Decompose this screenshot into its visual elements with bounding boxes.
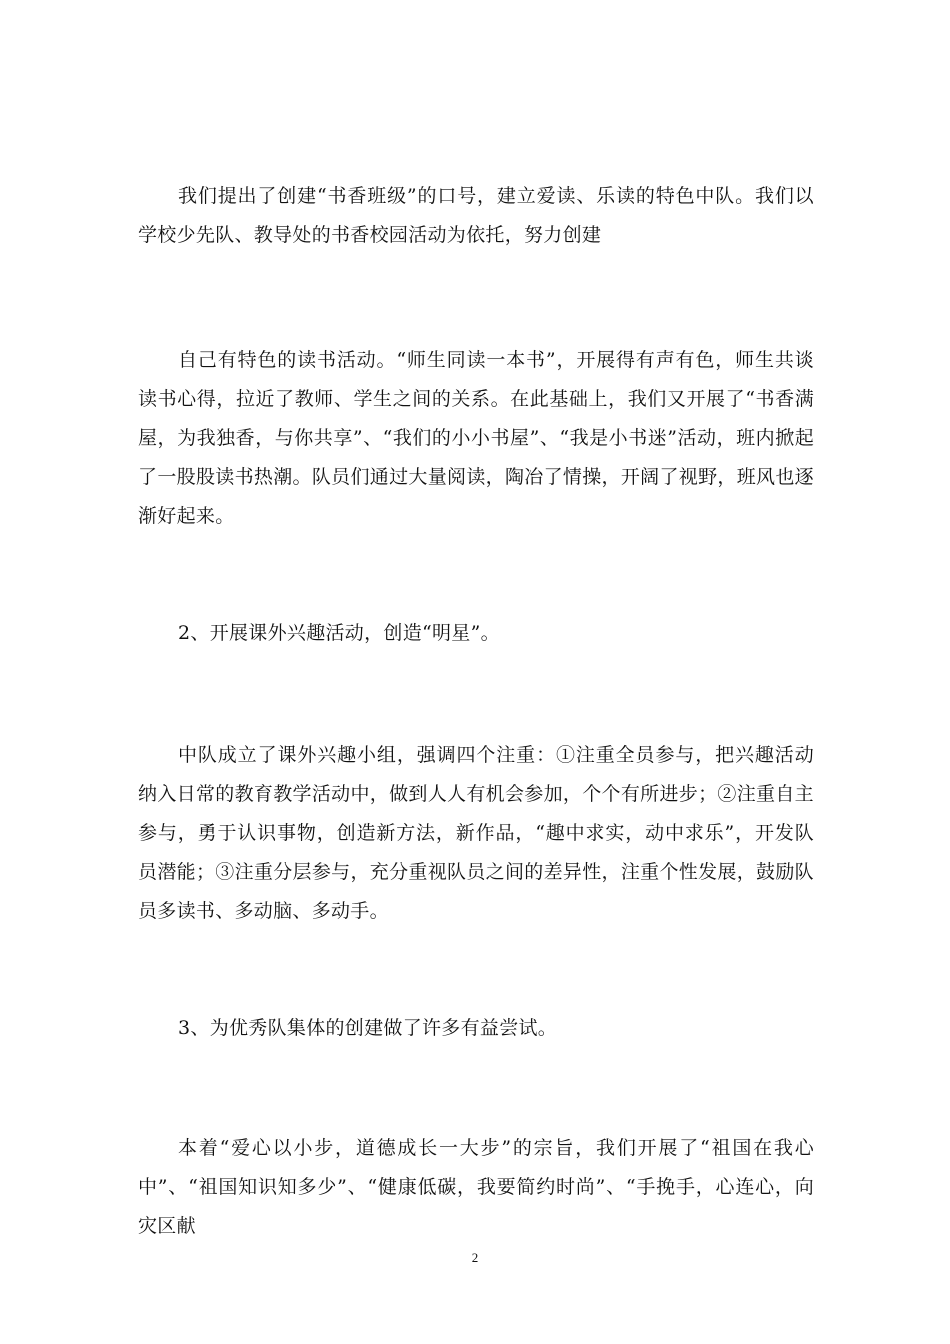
paragraph-interest-groups: 中队成立了课外兴趣小组，强调四个注重：①注重全员参与，把兴趣活动纳入日常的教育教学活动中，做到人人有机会参加，个个有所进步；②注重自主参与，勇于认识事物，创造新方法，新作品，“趣中求实，动中求乐”，开发队员潜能；③注重分层参与，充分重视队员之间的差异性，注重个性发展，鼓励队员多读书、多动脑、多动手。	[138, 744, 814, 922]
page-number: 2	[471, 1250, 479, 1265]
paragraph-reading-activities: 自己有特色的读书活动。“师生同读一本书”，开展得有声有色，师生共谈读书心得，拉近了教师、学生之间的关系。在此基础上，我们又开展了“书香满屋，为我独香，与你共享”、“我们的小小书屋”、“我是小书迷”活动，班内掀起了一股股读书热潮。队员们通过大量阅读，陶冶了情操，开阔了视野，班风也逐渐好起来。	[138, 349, 814, 527]
paragraph-book-fragrance-class: 我们提出了创建“书香班级”的口号，建立爱读、乐读的特色中队。我们以学校少先队、教导处的书香校园活动为依托，努力创建	[138, 185, 814, 246]
section-heading-excellent-team: 3、为优秀队集体的创建做了许多有益尝试。	[178, 1017, 558, 1039]
section-heading-interest-activities: 2、开展课外兴趣活动，创造“明星”。	[178, 622, 500, 644]
paragraph-moral-activities: 本着“爱心以小步，道德成长一大步”的宗旨，我们开展了“祖国在我心中”、“祖国知识知多少”、“健康低碳，我要简约时尚”、“手挽手，心连心，向灾区献	[138, 1137, 814, 1237]
